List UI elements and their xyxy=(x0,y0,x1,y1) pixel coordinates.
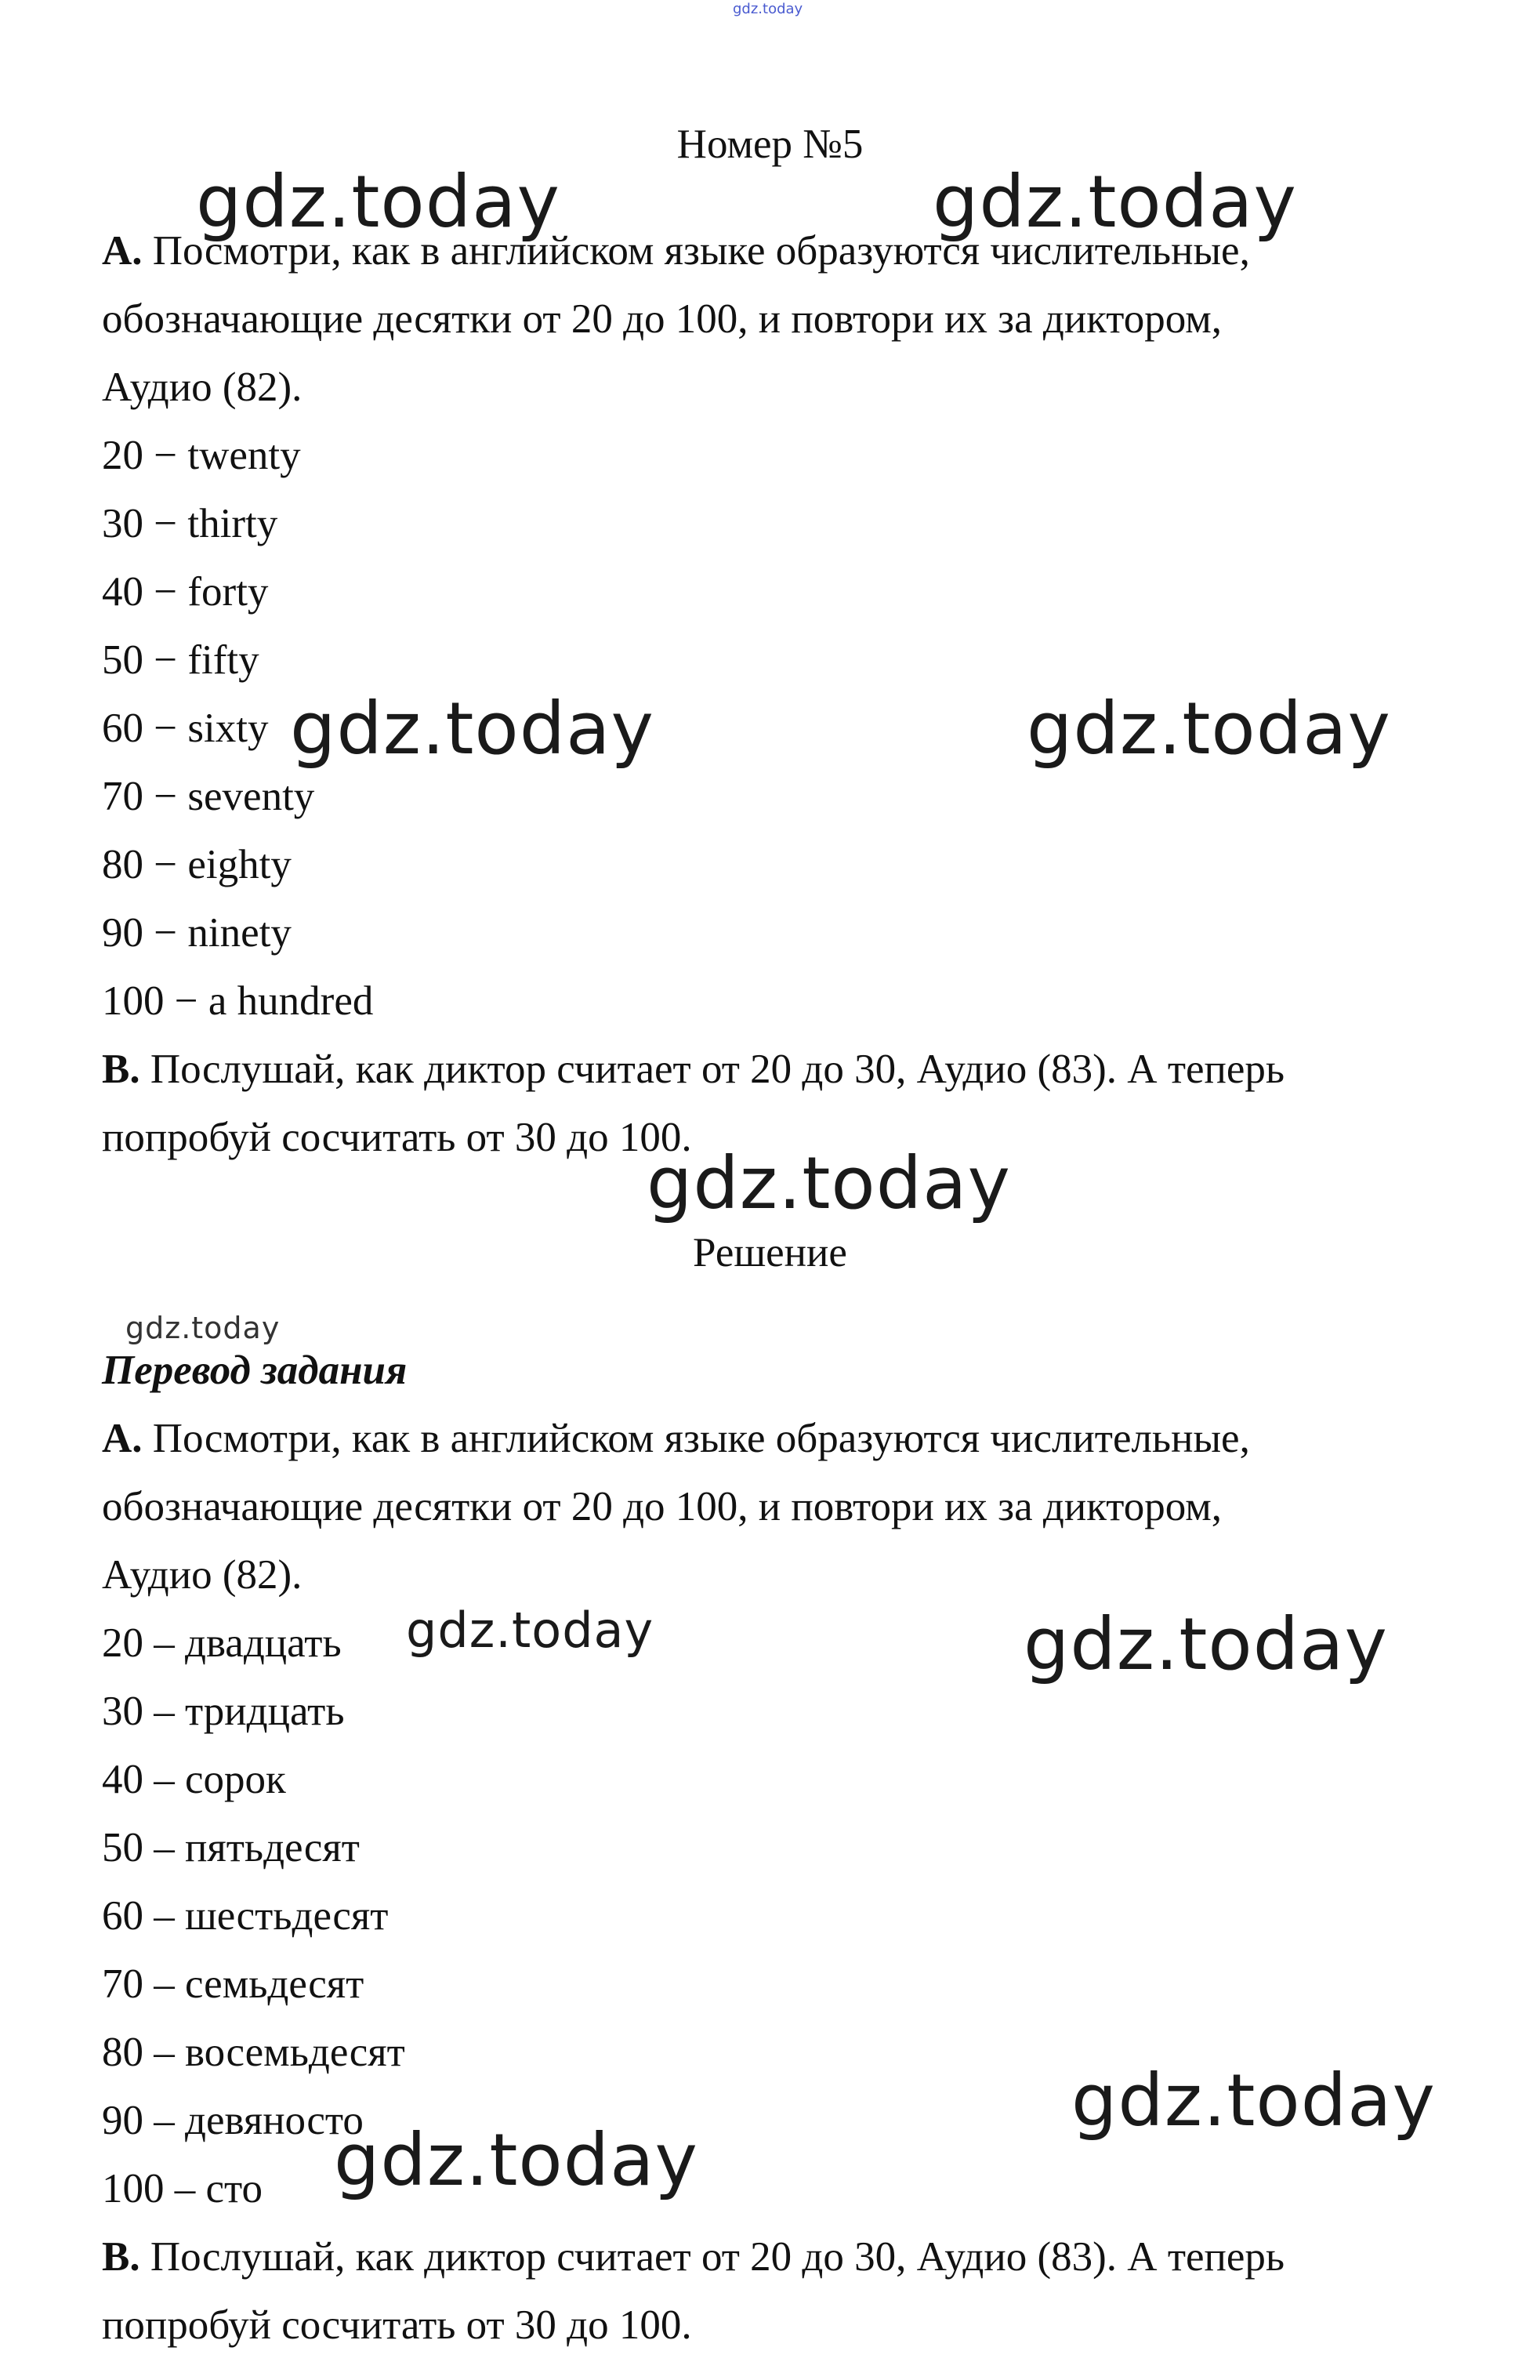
solution-title: Решение xyxy=(693,1230,847,1275)
translation-number-item: 90 – девяносто xyxy=(102,2098,364,2143)
translation-a-line-2: обозначающие десятки от 20 до 100, и повтори их за диктором, xyxy=(102,1484,1223,1529)
task-b-text-1: Послушай, как диктор считает от 20 до 30, Аудио (83). А теперь xyxy=(150,1047,1285,1092)
number-item: 70 − seventy xyxy=(102,774,315,819)
translation-number-item: 70 – семьдесят xyxy=(102,1961,364,2007)
watermark: gdz.today xyxy=(933,160,1297,244)
translation-heading: Перевод задания xyxy=(102,1348,408,1393)
watermark: gdz.today xyxy=(1071,2059,1436,2142)
task-b-line-2: попробуй сосчитать от 30 до 100. xyxy=(102,1115,692,1160)
number-item: 30 − thirty xyxy=(102,501,278,546)
watermark: gdz.today xyxy=(196,160,560,244)
task-a-text-1: Посмотри, как в английском языке образуются числительные, xyxy=(152,228,1250,274)
watermark: gdz.today xyxy=(290,687,654,771)
translation-a-label: А. xyxy=(102,1416,143,1461)
number-item: 90 − ninety xyxy=(102,910,292,956)
translation-number-item: 50 – пятьдесят xyxy=(102,1825,360,1870)
translation-a-line-3: Аудио (82). xyxy=(102,1552,303,1598)
translation-number-item: 100 – сто xyxy=(102,2166,263,2211)
translation-a-text-1: Посмотри, как в английском языке образуются числительные, xyxy=(152,1416,1250,1461)
task-a-label: А. xyxy=(102,228,143,274)
translation-number-item: 40 – сорок xyxy=(102,1757,286,1802)
header-watermark: gdz.today xyxy=(733,1,803,17)
watermark: gdz.today xyxy=(647,1141,1011,1225)
task-b-line-1 xyxy=(102,1046,1285,1093)
number-item: 20 − twenty xyxy=(102,433,301,478)
number-item: 100 − a hundred xyxy=(102,978,374,1024)
translation-number-item: 30 – тридцать xyxy=(102,1689,345,1734)
translation-number-item: 20 – двадцать xyxy=(102,1620,342,1666)
page-title: Номер №5 xyxy=(676,122,864,167)
translation-b-text-1: Послушай, как диктор считает от 20 до 30, Аудио (83). А теперь xyxy=(150,2234,1285,2280)
translation-number-item: 60 – шестьдесят xyxy=(102,1893,389,1939)
number-item: 80 − eighty xyxy=(102,842,292,887)
number-item: 40 − forty xyxy=(102,569,269,615)
number-item: 50 − fifty xyxy=(102,637,259,683)
translation-number-item: 80 – восемьдесят xyxy=(102,2030,405,2075)
task-a-line-3: Аудио (82). xyxy=(102,365,303,410)
translation-b-line-1 xyxy=(102,2233,1285,2280)
watermark: gdz.today xyxy=(1024,1602,1388,1686)
translation-b-line-2: попробуй сосчитать от 30 до 100. xyxy=(102,2302,692,2348)
translation-a-line-1 xyxy=(102,1415,1250,1462)
translation-b-label: В. xyxy=(102,2234,140,2280)
task-a-line-2: обозначающие десятки от 20 до 100, и повтори их за диктором, xyxy=(102,296,1223,342)
watermark: gdz.today xyxy=(125,1311,281,1345)
watermark: gdz.today xyxy=(406,1602,654,1659)
watermark: gdz.today xyxy=(1027,687,1391,771)
number-item: 60 − sixty xyxy=(102,706,269,751)
task-b-label: В. xyxy=(102,1047,140,1092)
watermark: gdz.today xyxy=(334,2118,698,2202)
